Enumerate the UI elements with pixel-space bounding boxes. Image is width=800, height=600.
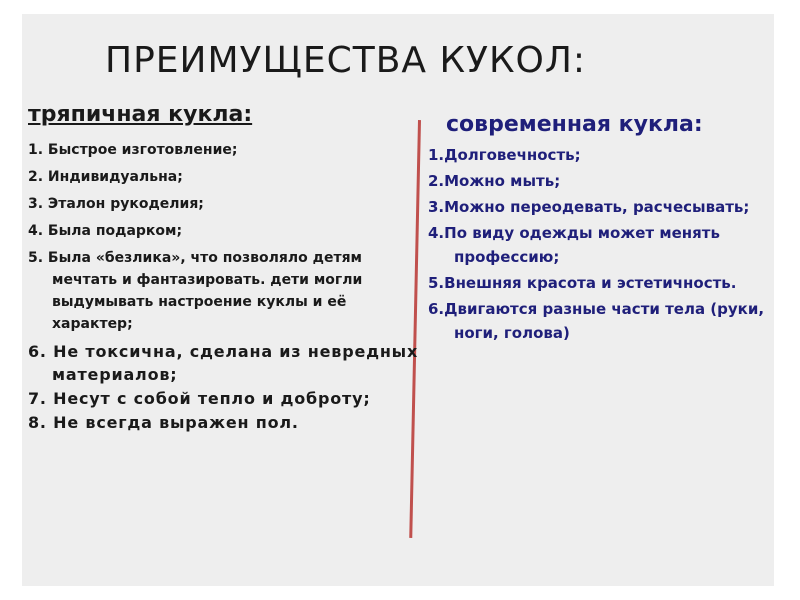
- left-item: 5. Была «безлика», что позволяло детям мечтать и фантазировать. дети могли выдумывать настроение куклы и её характер;: [28, 250, 363, 332]
- left-item: 2. Индивидуальна;: [28, 169, 183, 185]
- left-column: [28, 102, 423, 435]
- left-list: [28, 139, 423, 434]
- right-item: 1.Долговечность;: [428, 146, 581, 164]
- right-item: 6.Двигаются разные части тела (руки, ноги, голова): [428, 300, 765, 342]
- right-item: 5.Внешняя красота и эстетичность.: [428, 274, 737, 292]
- left-item: 3. Эталон рукоделия;: [28, 196, 204, 212]
- left-item: 4. Была подарком;: [28, 223, 183, 239]
- right-heading: современная кукла:: [446, 112, 703, 137]
- left-item: 7. Несут с собой тепло и доброту;: [28, 389, 371, 408]
- right-column: [428, 112, 778, 347]
- left-item: 1. Быстрое изготовление;: [28, 142, 238, 158]
- right-item: 4.По виду одежды может менять профессию;: [428, 224, 720, 266]
- right-list: [428, 143, 778, 345]
- left-item: 8. Не всегда выражен пол.: [28, 413, 299, 432]
- left-item: 6. Не токсична, сделана из невредных материалов;: [28, 342, 419, 384]
- slide-title: ПРЕИМУЩЕСТВА КУКОЛ:: [105, 40, 587, 81]
- left-heading: тряпичная кукла:: [28, 102, 253, 127]
- right-item: 2.Можно мыть;: [428, 172, 561, 190]
- right-item: 3.Можно переодевать, расчесывать;: [428, 198, 750, 216]
